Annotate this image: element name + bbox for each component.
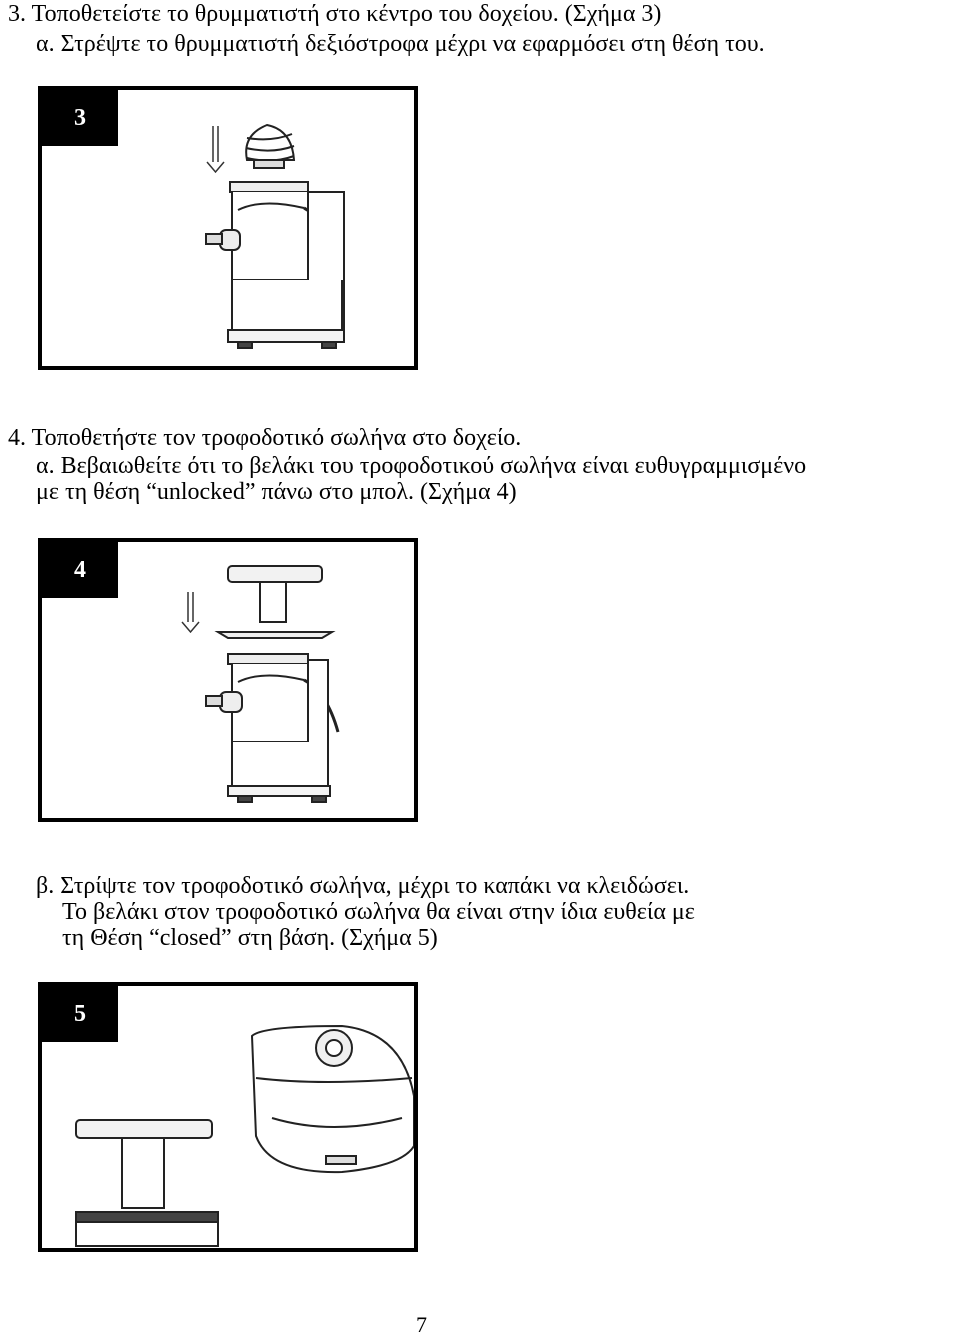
figure-3-number: 3	[42, 90, 118, 146]
step4b-line3: τη Θέση “closed” στη βάση. (Σχήμα 5)	[62, 925, 438, 951]
figure-5	[38, 982, 418, 1252]
feed-tube-illustration	[218, 566, 332, 638]
step4b-line2: Το βελάκι στον τροφοδοτικό σωλήνα θα είναι στην ίδια ευθεία με	[62, 899, 695, 925]
juicer-body-illustration	[206, 182, 344, 348]
figure-3	[38, 86, 418, 370]
step4-line2: α. Βεβαιωθείτε ότι το βελάκι του τροφοδοτικού σωλήνα είναι ευθυγραμμισμένο	[36, 453, 807, 479]
down-arrow-icon	[207, 126, 224, 172]
auger-illustration	[246, 125, 294, 168]
figure-5-number: 5	[42, 986, 118, 1042]
step3-line2: α. Στρέψτε το θρυμματιστή δεξιόστροφα μέχρι να εφαρμόσει στη θέση του.	[36, 31, 765, 57]
step4-line3: με τη θέση “unlocked” πάνω στο μπολ. (Σχήμα 4)	[36, 479, 517, 505]
lid-closeup-illustration	[252, 1026, 414, 1172]
figure-4-number: 4	[42, 542, 118, 598]
juicer-body-illustration	[206, 654, 338, 802]
step3-line1: 3. Τοποθετείστε το θρυμματιστή στο κέντρο του δοχείου. (Σχήμα 3)	[8, 1, 662, 27]
page-number: 7	[416, 1312, 427, 1337]
step4-line1: 4. Τοποθετήστε τον τροφοδοτικό σωλήνα στο δοχείο.	[8, 425, 522, 451]
feed-tube-side-illustration	[76, 1120, 218, 1246]
down-arrow-icon	[182, 592, 199, 632]
step4b-line1: β. Στρίψτε τον τροφοδοτικό σωλήνα, μέχρι το καπάκι να κλειδώσει.	[36, 873, 690, 899]
figure-4	[38, 538, 418, 822]
